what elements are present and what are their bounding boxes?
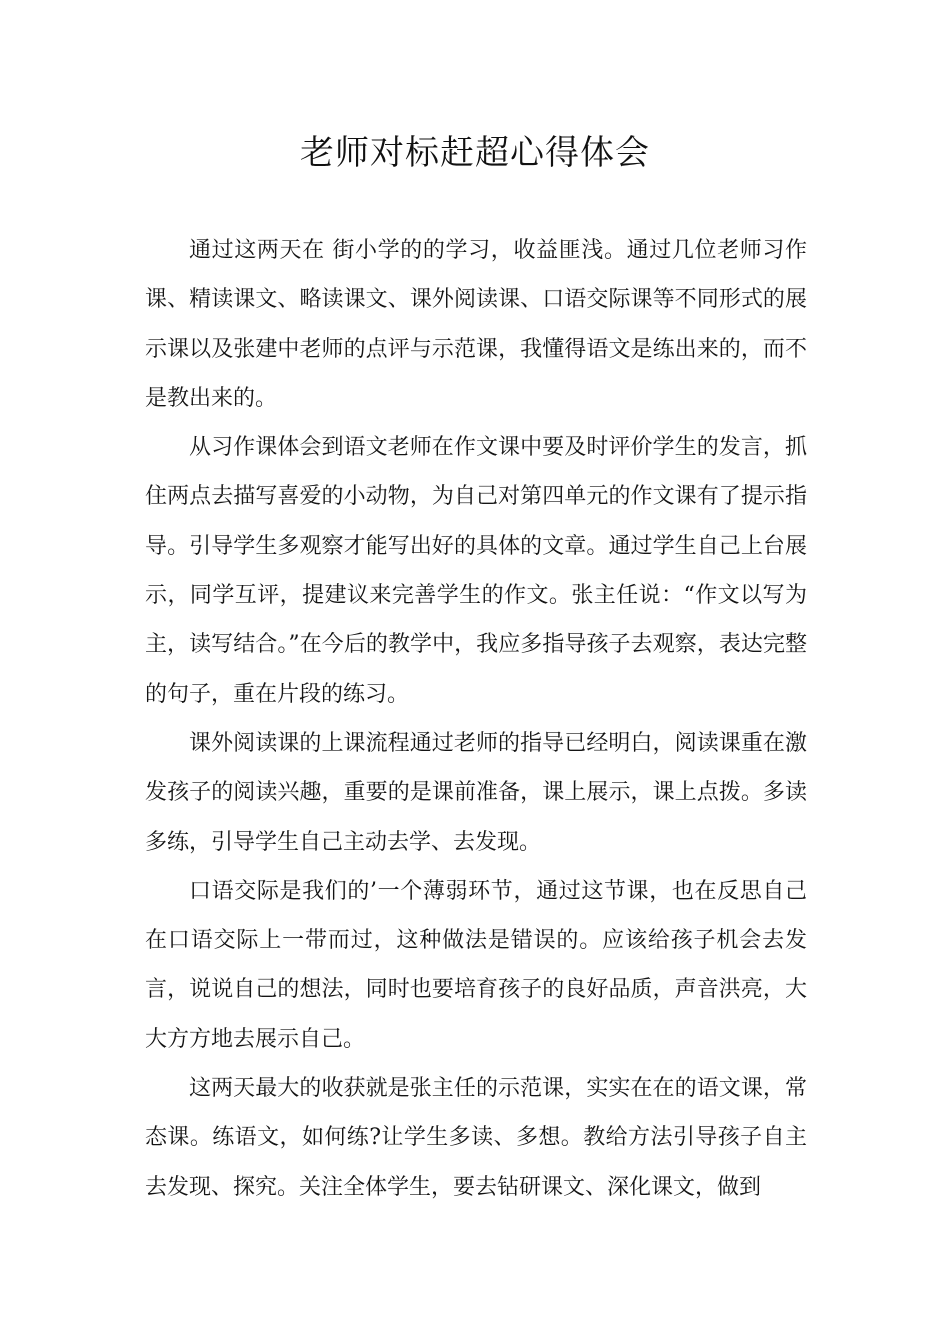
paragraph-3: 课外阅读课的上课流程通过老师的指导已经明白，阅读课重在激发孩子的阅读兴趣，重要的是课前准备，课上展示，课上点拨。多读多练，引导学生自己主动去学、去发现。	[145, 730, 807, 855]
document-body	[145, 226, 807, 1212]
paragraph-5: 这两天最大的收获就是张主任的示范课，实实在在的语文课，常态课。练语文，如何练?让学生多读、多想。教给方法引导孩子自主去发现、探究。关注全体学生，要去钻研课文、深化课文，做到	[145, 1076, 807, 1200]
page-title: 老师对标赶超心得体会	[300, 133, 650, 173]
paragraph-2: 从习作课体会到语文老师在作文课中要及时评价学生的发言，抓住两点去描写喜爱的小动物，为自己对第四单元的作文课有了提示指导。引导学生多观察才能写出好的具体的文章。通过学生自己上台展示，同学互评，提建议来完善学生的作文。张主任说：“作文以写为主，读写结合。”在今后的教学中，我应多指导孩子去观察，表达完整的句子，重在片段的练习。	[145, 435, 807, 707]
paragraph-1: 通过这两天在 街小学的的学习，收益匪浅。通过几位老师习作课、精读课文、略读课文、课外阅读课、口语交际课等不同形式的展示课以及张建中老师的点评与示范课，我懂得语文是练出来的，而不是教出来的。	[145, 238, 807, 411]
paragraph-4: 口语交际是我们的’一个薄弱环节，通过这节课，也在反思自己在口语交际上一带而过，这种做法是错误的。应该给孩子机会去发言，说说自己的想法，同时也要培育孩子的良好品质，声音洪亮，大大方方地去展示自己。	[145, 878, 807, 1052]
